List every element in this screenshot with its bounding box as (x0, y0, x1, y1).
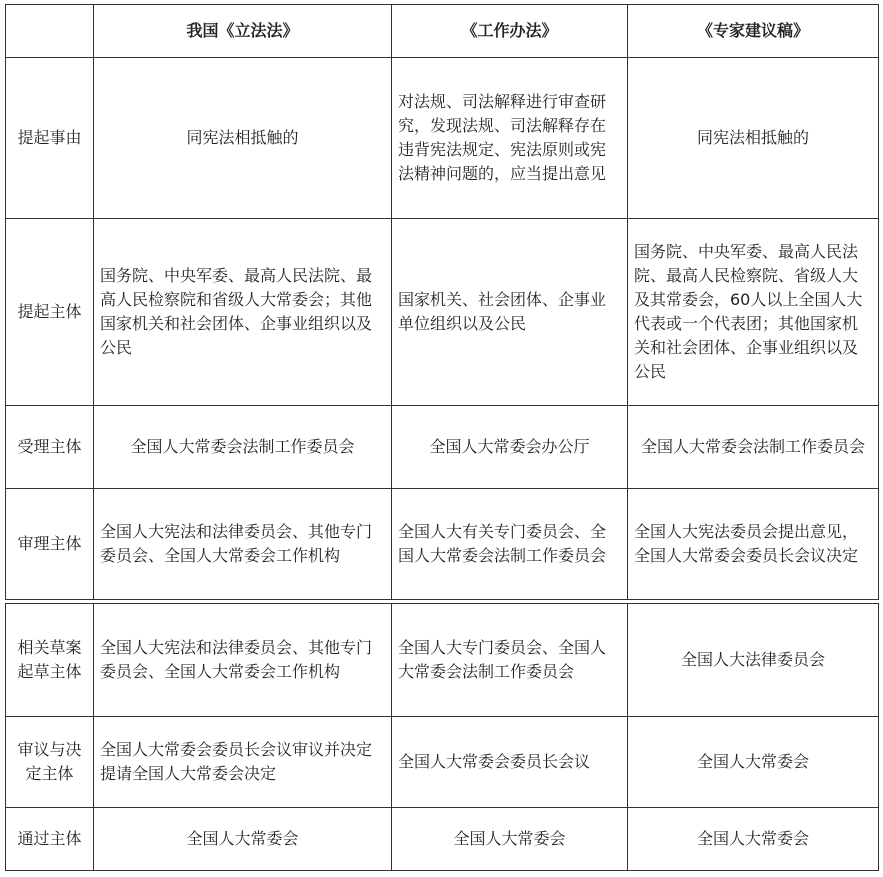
table-cell: 全国人大常委会 (628, 717, 879, 808)
table-cell: 全国人大常委会 (392, 808, 628, 871)
row-label: 提起主体 (6, 219, 94, 406)
row-label: 审议与决定主体 (6, 717, 94, 808)
header-expert-draft: 《专家建议稿》 (628, 5, 879, 58)
table-cell: 国家机关、社会团体、企事业单位组织以及公民 (392, 219, 628, 406)
row-label: 审理主体 (6, 489, 94, 600)
row-label: 提起事由 (6, 58, 94, 219)
comparison-table (5, 4, 879, 871)
table-cell: 全国人大宪法和法律委员会、其他专门委员会、全国人大常委会工作机构 (94, 489, 392, 600)
table-cell: 全国人大宪法和法律委员会、其他专门委员会、全国人大常委会工作机构 (94, 604, 392, 717)
table-cell: 全国人大常委会办公厅 (392, 406, 628, 489)
row-label: 通过主体 (6, 808, 94, 871)
header-empty (6, 5, 94, 58)
table-cell: 同宪法相抵触的 (94, 58, 392, 219)
table-cell: 全国人大法律委员会 (628, 604, 879, 717)
table-row (6, 58, 879, 219)
table-row (6, 808, 879, 871)
table-cell: 全国人大常委会委员长会议审议并决定提请全国人大常委会决定 (94, 717, 392, 808)
table-cell: 同宪法相抵触的 (628, 58, 879, 219)
table-cell: 全国人大专门委员会、全国人大常委会法制工作委员会 (392, 604, 628, 717)
table-cell: 全国人大常委会法制工作委员会 (628, 406, 879, 489)
header-work-measures: 《工作办法》 (392, 5, 628, 58)
row-label: 受理主体 (6, 406, 94, 489)
table-cell: 对法规、司法解释进行审查研究，发现法规、司法解释存在违背宪法规定、宪法原则或宪法精神问题的，应当提出意见 (392, 58, 628, 219)
table-cell: 国务院、中央军委、最高人民法院、最高人民检察院和省级人大常委会；其他国家机关和社会团体、企事业组织以及公民 (94, 219, 392, 406)
table-row (6, 604, 879, 717)
table-cell: 全国人大常委会 (628, 808, 879, 871)
table-cell: 全国人大常委会法制工作委员会 (94, 406, 392, 489)
header-legislation-law: 我国《立法法》 (94, 5, 392, 58)
table-row (6, 717, 879, 808)
row-label: 相关草案起草主体 (6, 604, 94, 717)
table-cell: 国务院、中央军委、最高人民法院、最高人民检察院、省级人大及其常委会，60人以上全国人大代表或一个代表团；其他国家机关和社会团体、企事业组织以及公民 (628, 219, 879, 406)
table-row (6, 219, 879, 406)
table-cell: 全国人大常委会委员长会议 (392, 717, 628, 808)
table-row (6, 406, 879, 489)
table-row (6, 489, 879, 600)
table-cell: 全国人大有关专门委员会、全国人大常委会法制工作委员会 (392, 489, 628, 600)
table-cell: 全国人大宪法委员会提出意见，全国人大常委会委员长会议决定 (628, 489, 879, 600)
header-row (6, 5, 879, 58)
table-cell: 全国人大常委会 (94, 808, 392, 871)
